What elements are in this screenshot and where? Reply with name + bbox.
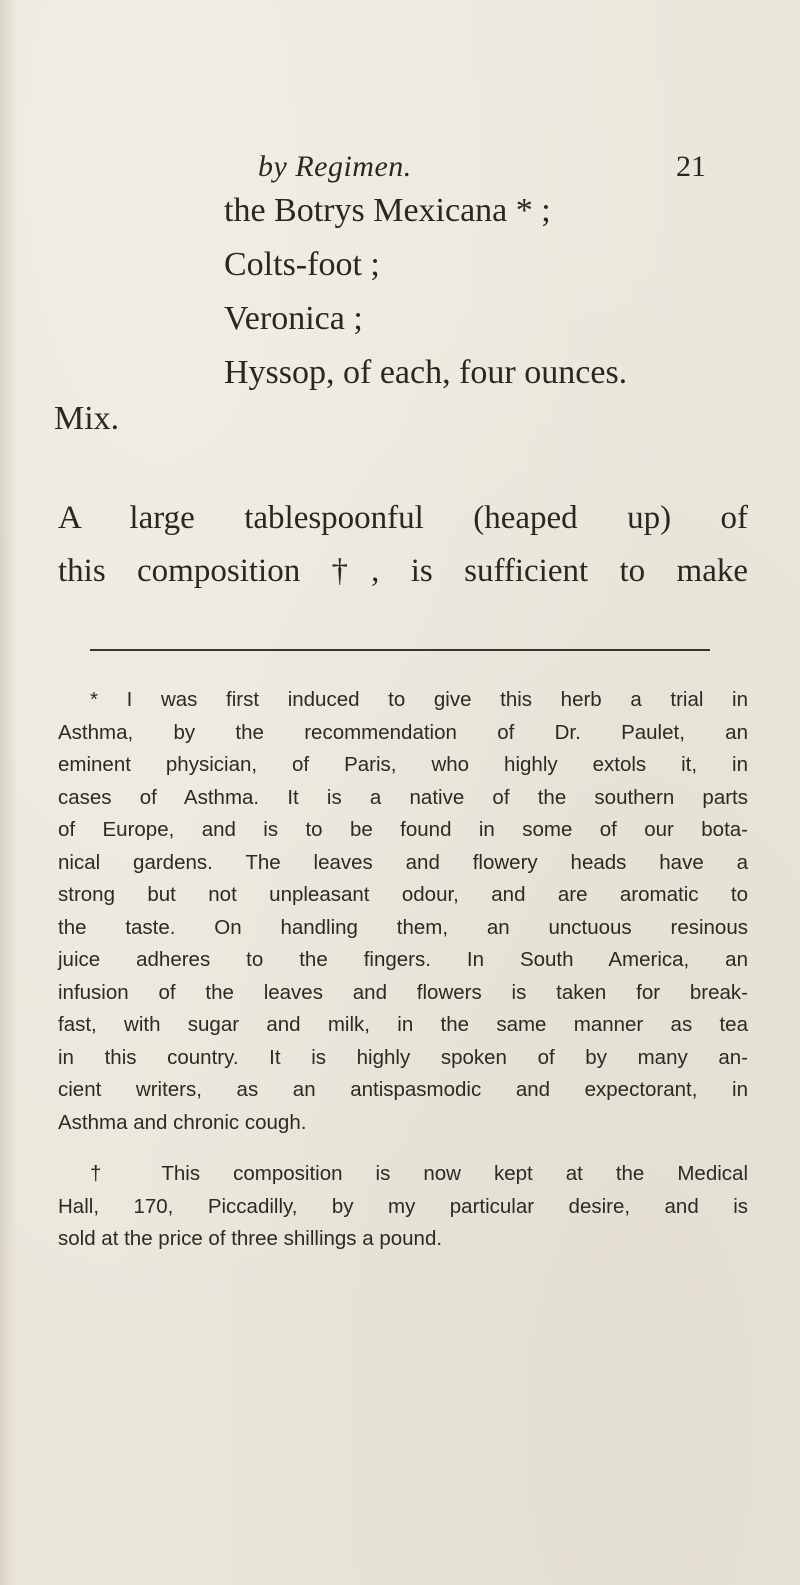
body-line: A large tablespoonful (heaped up) of [58,500,748,536]
footnote-line: † This composition is now kept at the Medical [90,1162,748,1185]
recipe-line-hyssop: Hyssop, of each, four ounces. [224,354,628,391]
running-head [258,150,706,190]
recipe-line-colts-foot: Colts-foot ; [224,246,380,283]
recipe-mix: Mix. [54,400,120,437]
footnote-line: in this country. It is highly spoken of by many an- [58,1045,748,1069]
body-paragraph [58,492,748,598]
footnote-botrys [58,684,748,1139]
footnote-line: the taste. On handling them, an unctuous resinous [58,915,748,939]
footnote-line: juice adheres to the fingers. In South America, an [58,948,748,971]
footnote-line: Hall, 170, Piccadilly, by my particular desire, and is [58,1194,748,1218]
footnote-line: strong but not unpleasant odour, and are aromatic to [58,883,748,906]
footnote-line: Asthma, by the recommendation of Dr. Paulet, an [58,720,748,744]
footnote-line: of Europe, and is to be found in some of our bota- [58,818,748,841]
recipe-line-veronica: Veronica ; [224,300,363,337]
recipe-line-botrys: the Botrys Mexicana * ; [224,192,551,229]
footnote-line: nical gardens. The leaves and flowery heads have a [58,850,748,874]
footnote-line: cases of Asthma. It is a native of the southern parts [58,785,748,809]
footnote-line: eminent physician, of Paris, who highly extols it, in [58,753,748,776]
body-line: this composition †, is sufficient to make [58,553,748,589]
footnote-line: fast, with sugar and milk, in the same manner as tea [58,1013,748,1036]
footnote-rule [90,649,710,651]
page-number: 21 [676,150,706,183]
footnote-line: Asthma and chronic cough. [58,1110,307,1134]
footnote-line: sold at the price of three shillings a pound. [58,1227,443,1250]
footnote-composition [58,1158,748,1256]
footnote-line: cient writers, as an antispasmodic and expectorant, in [58,1078,748,1101]
running-title: by Regimen. [258,150,412,183]
footnote-line: * I was first induced to give this herb a trial in [90,688,748,711]
footnote-line: infusion of the leaves and flowers is taken for break- [58,980,748,1004]
page-gutter-shadow [0,0,18,1585]
